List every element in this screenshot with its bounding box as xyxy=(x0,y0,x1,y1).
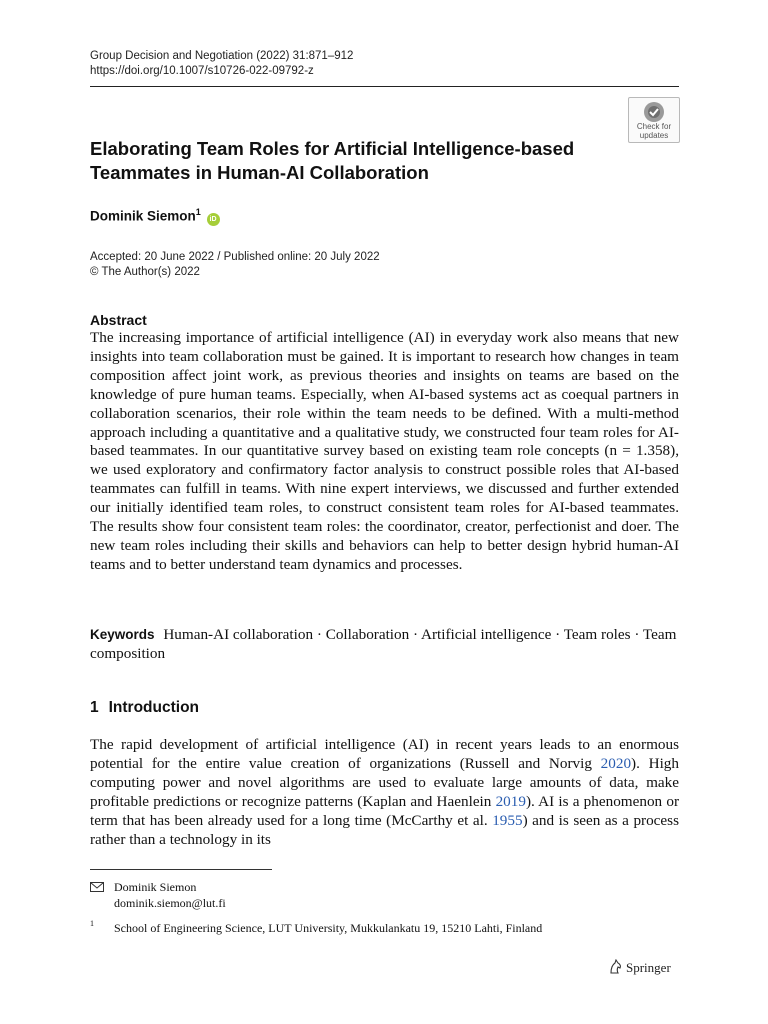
author-email-link[interactable]: dominik.siemon@lut.fi xyxy=(114,896,226,910)
journal-citation: Group Decision and Negotiation (2022) 31:871–912 xyxy=(90,50,354,62)
check-for-updates-button[interactable] xyxy=(628,97,680,143)
intro-text-4: ) and is seen as a process rather than a technology in its xyxy=(90,811,679,848)
orcid-icon[interactable]: iD xyxy=(207,213,220,226)
citation-link-1955[interactable]: 1955 xyxy=(492,811,523,829)
author-name[interactable]: Dominik Siemon xyxy=(90,208,196,224)
section-number: 1 xyxy=(90,699,99,716)
introduction-paragraph xyxy=(90,736,679,849)
publisher-logo[interactable] xyxy=(607,959,671,976)
section-title: Introduction xyxy=(108,699,200,716)
doi-link[interactable]: https://doi.org/10.1007/s10726-022-09792-z xyxy=(90,65,314,77)
keywords-label: Keywords xyxy=(90,627,155,642)
updates-label-1: Check for xyxy=(636,122,672,131)
publication-dates xyxy=(90,250,380,280)
footnote-rule xyxy=(90,869,272,870)
publisher-name: Springer xyxy=(626,960,671,975)
corresponding-author-name: Dominik Siemon xyxy=(114,880,197,894)
journal-header xyxy=(90,49,353,79)
header-rule xyxy=(90,86,679,87)
affiliation-mark: 1 xyxy=(195,207,201,217)
envelope-icon xyxy=(90,882,104,892)
accepted-published-dates: Accepted: 20 June 2022 / Published online: 20 July 2022 xyxy=(90,251,380,263)
citation-link-2020[interactable]: 2020 xyxy=(600,754,632,772)
intro-text-2: ). High computing power and novel algorithms are used to evaluate large amounts of data, make profitable predictions or recognize patterns (Kaplan and Haenlein xyxy=(90,754,679,810)
citation-link-2019[interactable]: 2019 xyxy=(495,792,526,810)
check-for-updates-icon xyxy=(643,101,665,123)
author-line xyxy=(90,207,220,226)
keywords-list: Human-AI collaboration · Collaboration · Artificial intelligence · Team roles · Team composition xyxy=(90,626,677,662)
keywords xyxy=(90,626,679,664)
section-heading-introduction xyxy=(90,699,199,717)
springer-horse-icon xyxy=(607,959,623,975)
intro-text-3: ). AI is a phenomenon or term that has been already used for a long time (McCarthy et al. xyxy=(90,792,679,829)
affiliation-text: School of Engineering Science, LUT University, Mukkulankatu 19, 15210 Lahti, Finland xyxy=(114,921,543,935)
intro-text-1: The rapid development of artificial intelligence (AI) in recent years leads to an enormous potential for the entire value creation of organizations (Russell and Norvig xyxy=(90,736,679,772)
copyright-line: © The Author(s) 2022 xyxy=(90,266,200,278)
abstract-text: The increasing importance of artificial intelligence (AI) in everyday work also means that new insights into team collaboration must be gained. It is important to research how changes in team composition affect joint work, as previous theories and insights on teams are based on the knowledge of pure human teams. Especially, when AI-based systems act as coequal partners in collaboration scenarios, their role within the team needs to be defined. With a multi-method approach including a quantitative and a qualitative study, we constructed four team roles for AI-based teammates. In our quantitative survey based on existing team role concepts (n = 1.358), we used exploratory and confirmatory factor analysis to construct possible roles that AI-based teammates can fulfill in teams. With nine expert interviews, we discussed and further extended our initially identified team roles, to construct consistent team roles for AI-based teammates. The results show four consistent team roles: the coordinator, creator, perfectionist and doer. The new team roles including their skills and behaviors can help to better design hybrid human-AI teams and to better understand team dynamics and processes. xyxy=(90,329,679,573)
abstract-heading: Abstract xyxy=(90,312,147,328)
affiliation-number: 1 xyxy=(90,919,94,928)
paper-title: Elaborating Team Roles for Artificial Intelligence-based Teammates in Human-AI Collaboration xyxy=(90,138,575,183)
updates-label-2: updates xyxy=(639,130,669,140)
